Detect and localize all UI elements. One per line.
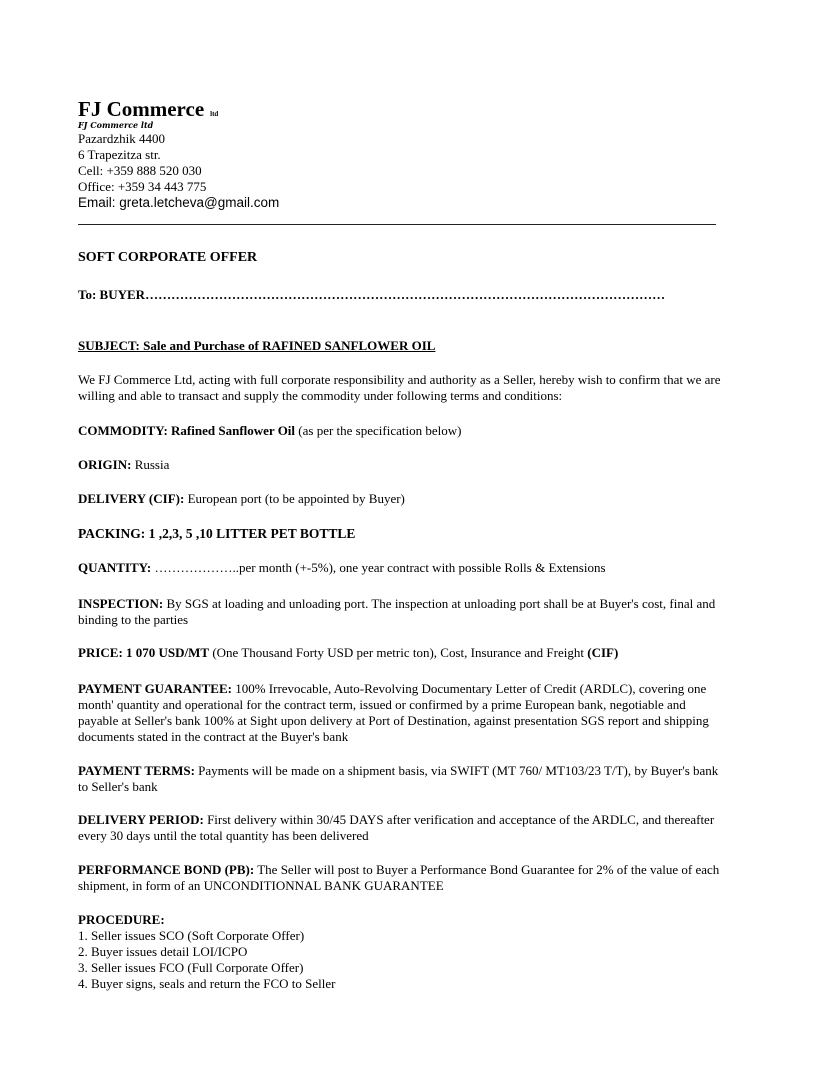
procedure-step: 1. Seller issues SCO (Soft Corporate Offer): [78, 928, 305, 943]
inspection-label: INSPECTION:: [78, 596, 164, 611]
document-title: SOFT CORPORATE OFFER: [78, 250, 258, 265]
company-name-text: FJ Commerce: [78, 97, 205, 121]
subject-line: SUBJECT: Sale and Purchase of RAFINED SANFLOWER OIL: [78, 338, 436, 353]
payment-terms-text: Payments will be made on a shipment basis, via SWIFT (MT 760/ MT103/23 T/T), by Buyer's bank to Seller's bank: [78, 763, 719, 794]
procedure-step: 2. Buyer issues detail LOI/ICPO: [78, 944, 248, 959]
commodity-section: [78, 423, 722, 439]
delivery-period-section: [78, 812, 722, 844]
phone-office: Office: +359 34 443 775: [78, 179, 207, 194]
quantity-label: QUANTITY:: [78, 560, 152, 575]
payment-terms-label: PAYMENT TERMS:: [78, 763, 195, 778]
origin-text: Russia: [131, 457, 170, 472]
procedure-label: PROCEDURE:: [78, 912, 165, 927]
intro-paragraph: We FJ Commerce Ltd, acting with full corporate responsibility and authority as a Seller, hereby wish to confirm that we are willing and able to transact and supply the commodity under following terms and conditions:: [78, 372, 721, 403]
price-text: (One Thousand Forty USD per metric ton), Cost, Insurance and Freight: [209, 645, 588, 660]
payment-guarantee-label: PAYMENT GUARANTEE:: [78, 681, 232, 696]
delivery-label: DELIVERY (CIF):: [78, 491, 185, 506]
commodity-text: (as per the specification below): [295, 423, 462, 438]
origin-label: ORIGIN:: [78, 457, 132, 472]
inspection-text: By SGS at loading and unloading port. The inspection at unloading port shall be at Buyer's cost, final and binding to the parties: [78, 596, 716, 627]
to-buyer-line: To: BUYER…………………………………………………………………………………………………………: [78, 287, 666, 302]
delivery-period-text: First delivery within 30/45 DAYS after verification and acceptance of the ARDLC, and thereafter every 30 days until the total quantity has been delivered: [78, 812, 715, 843]
quantity-text: ………………..per month (+-5%), one year contract with possible Rolls & Extensions: [151, 560, 606, 575]
performance-bond-label: PERFORMANCE BOND (PB):: [78, 862, 255, 877]
packing-section: [78, 526, 722, 542]
price-label: PRICE: 1 070 USD/MT: [78, 645, 210, 660]
company-suffix: ltd: [210, 110, 219, 118]
payment-terms-section: [78, 763, 722, 795]
delivery-section: [78, 491, 722, 507]
payment-guarantee-section: [78, 681, 722, 745]
payment-guarantee-text: 100% Irrevocable, Auto-Revolving Documentary Letter of Credit (ARDLC), covering one month' quantity and operational for the contract term, issued or confirmed by a prime European bank, negotiable and payable at Seller's bank 100% at Sight upon delivery at Port of Destination, against presentation SGS report and shipping documents stated in the contract at the Buyer's bank: [78, 681, 709, 744]
email-line: Email: greta.letcheva@gmail.com: [78, 195, 280, 210]
header-divider: [78, 224, 716, 225]
procedure-step: 4. Buyer signs, seals and return the FCO to Seller: [78, 976, 336, 991]
delivery-text: European port (to be appointed by Buyer): [184, 491, 405, 506]
delivery-period-label: DELIVERY PERIOD:: [78, 812, 204, 827]
commodity-label: COMMODITY: Rafined Sanflower Oil: [78, 423, 296, 438]
packing-label: PACKING: 1 ,2,3, 5 ,10 LITTER PET BOTTLE: [78, 526, 356, 541]
price-tail: (CIF): [587, 645, 619, 660]
address-line: Pazardzhik 4400: [78, 131, 166, 146]
procedure-heading: [78, 912, 722, 928]
performance-bond-section: [78, 862, 722, 894]
origin-section: [78, 457, 722, 473]
price-section: [78, 645, 722, 661]
company-script-line: FJ Commerce ltd: [78, 120, 154, 130]
address-line: 6 Trapezitza str.: [78, 147, 161, 162]
inspection-section: [78, 596, 722, 628]
phone-cell: Cell: +359 888 520 030: [78, 163, 202, 178]
quantity-section: [78, 560, 722, 576]
procedure-step: 3. Seller issues FCO (Full Corporate Offer): [78, 960, 304, 975]
performance-bond-text: The Seller will post to Buyer a Performance Bond Guarantee for 2% of the value of each shipment, in form of an UNCONDITIONNAL BANK GUARANTEE: [78, 862, 720, 893]
